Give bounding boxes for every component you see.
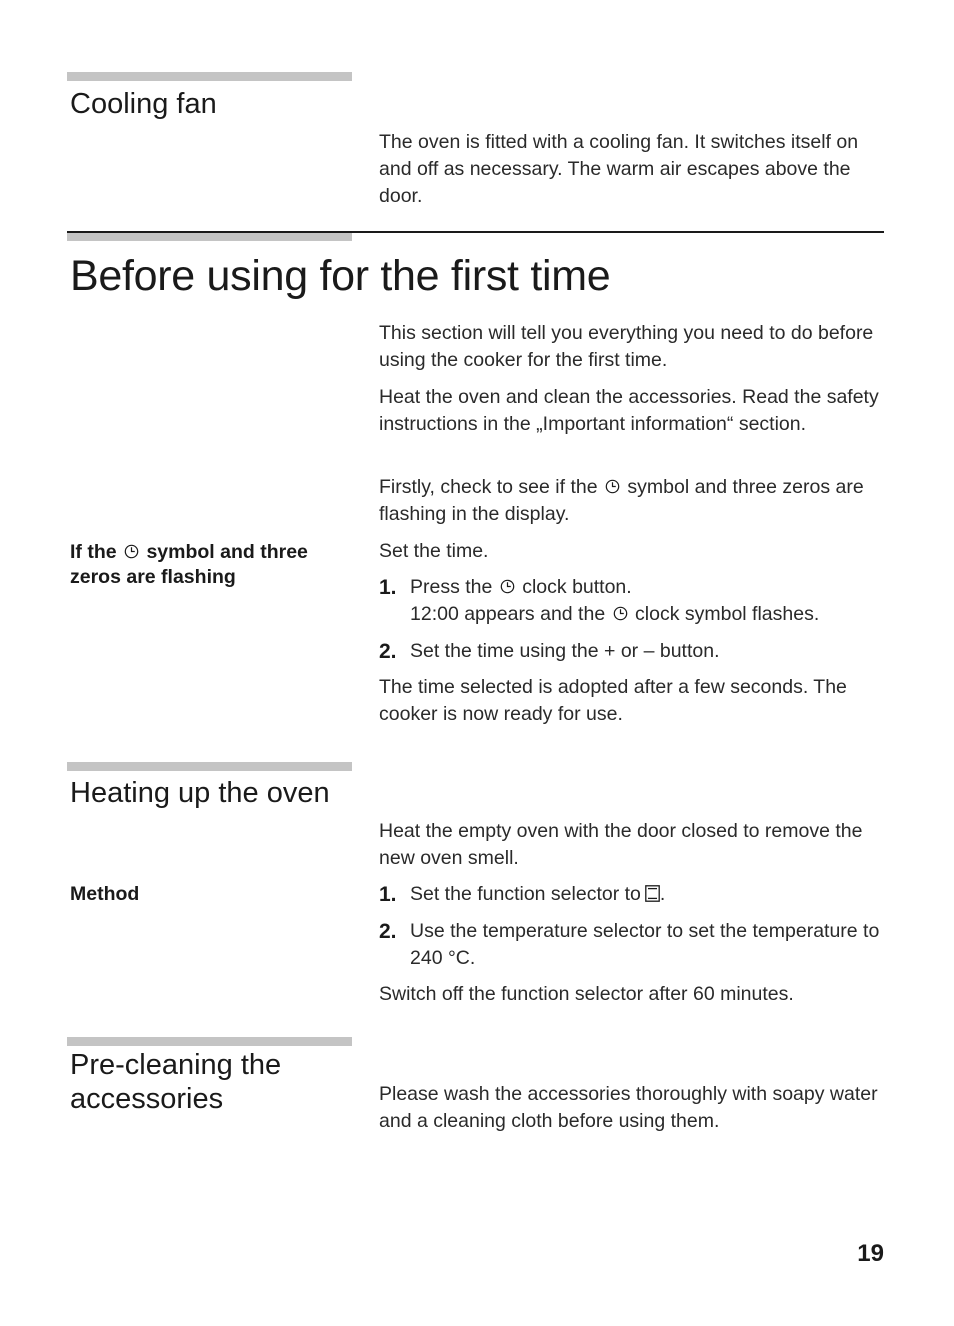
step-number: 2. bbox=[379, 640, 397, 663]
page-number: 19 bbox=[857, 1240, 884, 1267]
first-time-check: Firstly, check to see if the symbol and three zeros are flashing in the display. bbox=[379, 476, 864, 525]
set-time-text: Set the time. bbox=[379, 540, 489, 562]
section-bar bbox=[67, 762, 352, 771]
first-time-outro: The time selected is adopted after a few seconds. The cooker is now ready for use. bbox=[379, 676, 847, 725]
first-time-intro-2: Heat the oven and clean the accessories. Read the safety instructions in the „Important information“ section. bbox=[379, 386, 879, 435]
heating-intro: Heat the empty oven with the door closed to remove the new oven smell. bbox=[379, 820, 863, 869]
step-number: 1. bbox=[379, 576, 397, 599]
first-time-heading: Before using for the first time bbox=[70, 252, 611, 300]
cooling-fan-text: The oven is fitted with a cooling fan. It switches itself on and off as necessary. The warm air escapes above the door. bbox=[379, 131, 859, 207]
side-label-clock: If the symbol and three zeros are flashing bbox=[70, 541, 308, 588]
first-time-intro-1: This section will tell you everything you need to do before using the cooker for the first time. bbox=[379, 322, 874, 371]
heating-step-1-text: Set the function selector to . bbox=[410, 883, 666, 905]
oven-top-bottom-heat-icon bbox=[645, 885, 660, 902]
section-bar bbox=[67, 72, 352, 81]
heating-heading: Heating up the oven bbox=[70, 777, 330, 809]
precleaning-text: Please wash the accessories thoroughly with soapy water and a cleaning cloth before using them. bbox=[379, 1083, 878, 1132]
section-bar bbox=[67, 233, 352, 241]
precleaning-heading: Pre-cleaning the accessories bbox=[70, 1049, 282, 1115]
step-1-text: Press the clock button. 12:00 appears and the clock symbol flashes. bbox=[410, 576, 820, 625]
step-number: 1. bbox=[379, 883, 397, 906]
cooling-fan-heading: Cooling fan bbox=[70, 88, 217, 120]
clock-icon bbox=[613, 606, 628, 621]
clock-icon bbox=[124, 544, 139, 559]
step-2-text: Set the time using the + or – button. bbox=[410, 640, 720, 662]
heating-outro: Switch off the function selector after 60 minutes. bbox=[379, 983, 794, 1005]
heating-step-2-text: Use the temperature selector to set the temperature to 240 °C. bbox=[410, 920, 880, 969]
side-label-method: Method bbox=[70, 883, 140, 905]
step-number: 2. bbox=[379, 920, 397, 943]
clock-icon bbox=[500, 579, 515, 594]
section-bar bbox=[67, 1037, 352, 1046]
clock-icon bbox=[605, 479, 620, 494]
